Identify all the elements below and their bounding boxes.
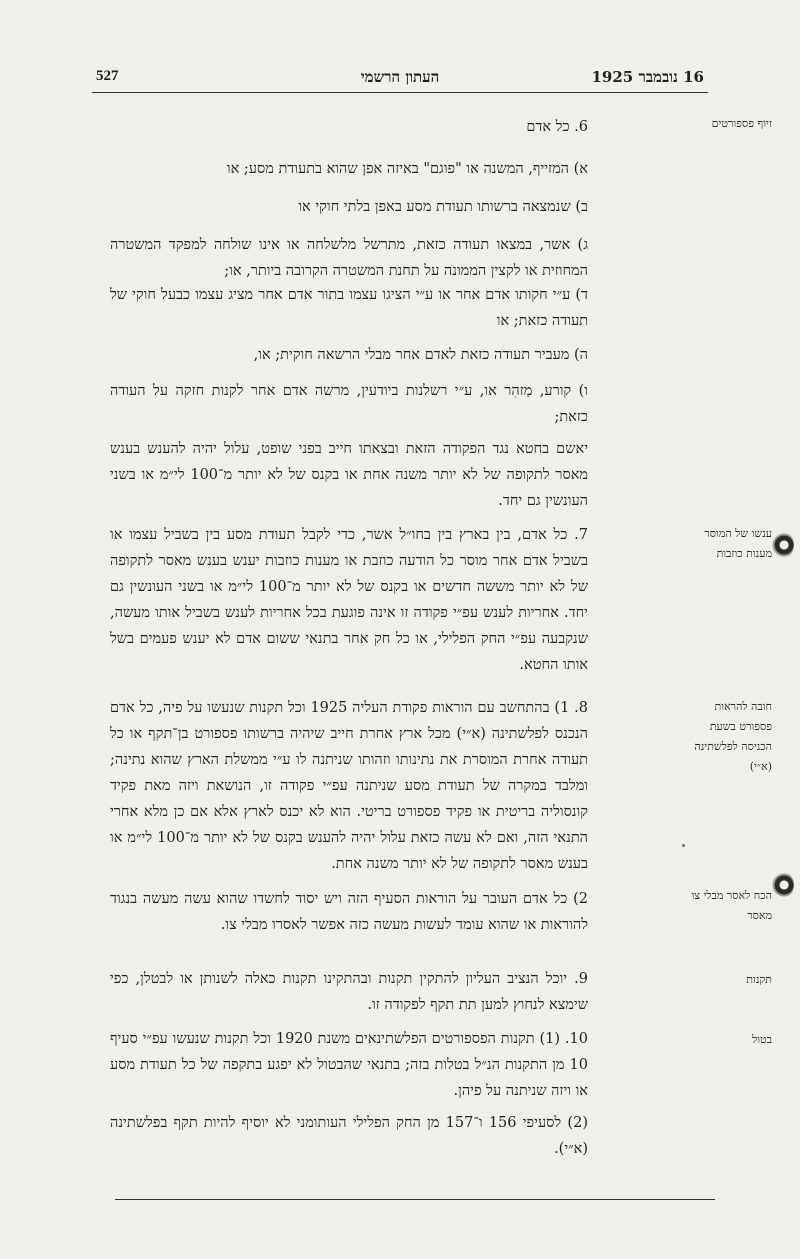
margin-note-repeal: בטול bbox=[752, 1033, 772, 1046]
binding-hole-upper bbox=[772, 532, 794, 558]
section-6-clause-a: א) המזייף, המשנה או "פוגם" באיזה אפן שהוא בתעודת מסע; או bbox=[226, 161, 588, 177]
section-8-subsection-2: 2) כל אדם העובר על הוראות הסעיף הזה ויש יסוד לחשדו שהוא עשה מעשה בנגוד להוראות או שהוא עומד לעשות מעשה כזה אפשר לאסרו מבלי צו. bbox=[110, 891, 588, 933]
section-6-clause-b: ב) שנמצאה ברשותו תעודת מסע באפן בלתי חוקי או bbox=[298, 199, 588, 215]
paper-speck bbox=[682, 844, 685, 847]
section-10-subsection-1: 10. (1) תקנות הפספורטים הפלשתינאים משנת 1920 וכל תקנות שנעשו עפ״י סעיף 10 מן התקנות הנ״ל בטלות בזה; בתנאי שהבטול לא יפגע בתקפה של כל תעודת מסע או ויזה שניתנה על פיהן. bbox=[110, 1031, 588, 1099]
margin-note-forgery: זיוף פספורטים bbox=[711, 117, 772, 130]
issue-date: 16 נובמבר 1925 bbox=[591, 68, 704, 86]
binding-hole-lower bbox=[772, 872, 794, 898]
margin-note-regulations: תקנות bbox=[746, 973, 772, 986]
section-6-heading: 6. כל אדם bbox=[526, 119, 588, 135]
section-7: 7. כל אדם, בין בארץ בין בחו״ל אשר, כדי לקבל תעודת מסע בין בשביל עצמו או בשביל אדם אחר מוסר כל הודעה כוזבת או מענות כוזבות יענש בענש מאסר לתקופה של לא יותר מששה חדשים או בקנס של לא יותר מ־100 לי״מ או בשני העונשין גם יחד. אחריות לענש עפ״י פקודה זו אינה פוגעת בכל אחריות לענש בשביל אותו מעשה, שנקבעה עפ״י החק הפלילי, או כל חק אחר בתנאי ששום אדם לא יענש פעמים בשל אותו החטא. bbox=[110, 527, 588, 673]
page-number: 527 bbox=[96, 68, 119, 84]
section-6-clause-e: ה) מעביר תעודה כזאת לאדם אחר מבלי הרשאה חוקית; או, bbox=[253, 347, 588, 363]
header-rule bbox=[92, 92, 708, 93]
section-9: 9. יוכל הנציב העליון להתקין תקנות ובהתקינו תקנות כאלה לשנותן או לבטלן, כפי שימצא לנחוץ למען תת תקף לפקודה זו. bbox=[110, 971, 588, 1013]
margin-note-arrest: הכח לאסר מבלי צו מאסר bbox=[691, 889, 772, 922]
section-6-clause-c: ג) אשר, במצאו תעודה כזאת, מתרשל מלשלחה או אינו שולחה למפקד המשטרה המחוזית או לקצין הממונה על תחנת המשטרה הקרובה ביותר, או; bbox=[110, 237, 588, 279]
page-title: העתון הרשמי bbox=[360, 68, 440, 86]
section-6-clause-d: ד) ע״י חקותו אדם אחר או ע״י הציגו עצמו בתור אדם אחר מציג עצמו כבעל חוקי של תעודה כזאת; או bbox=[110, 287, 588, 329]
section-8-subsection-1: 8. 1) בהתחשב עם הוראות פקודת העליה 1925 וכל תקנות שנעשו על פיה, כל אדם הנכנס לפלשתינה (א״י) מכל ארץ אחרת חייב שיהיה ברשותו פספורט בן־תקף או כל תעודה אחרת המוסרת את נתינותו וזהותו שניתנה לו ע״י ממשלת הארץ שהוא נתינה; ומלבד במקרה של תעודת מסע שניתנה עפ״י פקודה זו, הנושאת ויזה מאת פקיד קונסוליה בריטית או פקיד פספורט בריטי. הוא לא יכנס לארץ אלא אם כן מלא אחרי התנאי הזה, ואם לא עשה כזאת עלול יהיה להענש בקנס של לא יותר מ־100 לי״מ או בענש מאסר לתקופה של לא יותר משנה אחת. bbox=[110, 700, 589, 872]
section-6-penalty: יאשם בחטא נגד הפקודה הזאת ובצאתו חייב בפני שופט, עלול יהיה להענש בענש מאסר לתקופה של לא יותר משנה אחת או בקנס של לא יותר מ־100 לי״מ או בשני העונשין גם יחד. bbox=[110, 441, 589, 509]
footer-rule bbox=[115, 1199, 715, 1200]
margin-note-obligation: חובה להראות פספורט בשעת הכניסה לפלשתינה (א״י) bbox=[694, 700, 772, 773]
margin-note-false-info: ענשו של המוסר מענות כוזבות bbox=[704, 527, 772, 560]
section-10-subsection-2: (2) לסעיפי 156 ו־157 מן החק הפלילי העותומני לא יוסיף להיות תקף בפלשתינה (א״י). bbox=[110, 1115, 588, 1157]
section-6-clause-f: ו) קורע, מַזהִר או, ע״י רשלנות ביודעין, מרשה אדם אחר לקנות חזקה על העודה כזאת; bbox=[110, 383, 588, 425]
